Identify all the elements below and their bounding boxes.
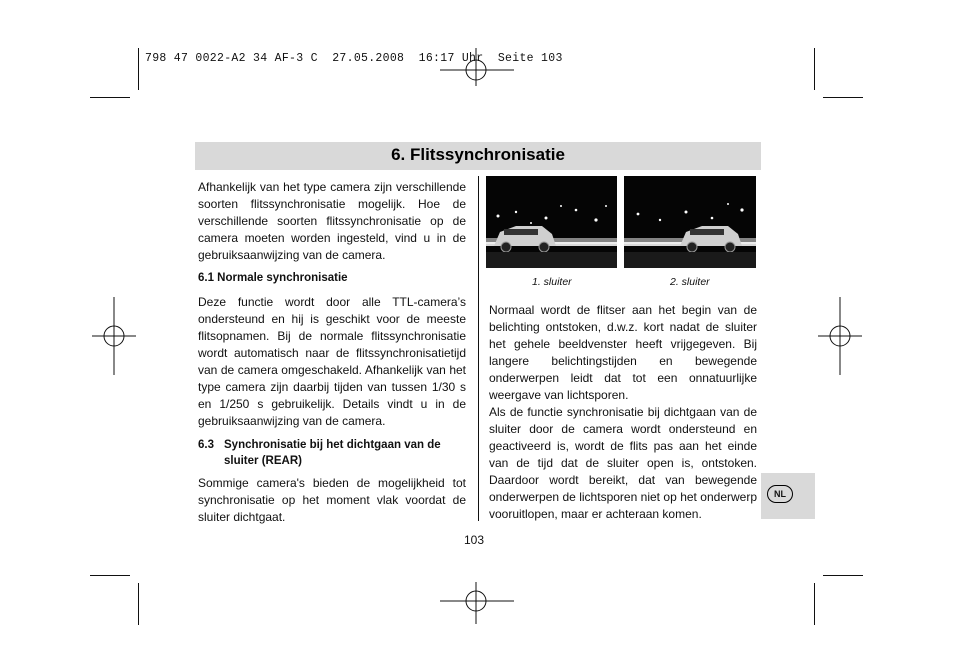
page-number: 103 [464, 533, 485, 547]
caption-first-curtain: 1. sluiter [532, 276, 572, 288]
subheading-line-1: Synchronisatie bij het dichtgaan van de [224, 439, 441, 451]
subheading-rear-sync [198, 437, 466, 469]
photo-second-curtain [624, 176, 756, 268]
left-column [198, 179, 466, 526]
subheading-normal-sync: 6.1 Normale synchronisatie [198, 272, 348, 284]
rear-flash-paragraph: Als de functie synchronisatie bij dichtgaan van de sluiter door de camera wordt ondersteund en geactiveerd is, wordt de flits pas aan het einde van de tijd dat de sluiter open is, ontstoken. Daardoor wordt bereikt, dat van bewegende onderwerpen de lichtsporen niet op het onderwerp vooruitlopen, maar er achteraan komen. [489, 405, 757, 521]
print-header: 798 47 0022-A2 34 AF-3 C 27.05.2008 16:17 Uhr Seite 103 [145, 52, 563, 65]
subheading-number: 6.3 [198, 439, 214, 451]
subheading-line-2: sluiter (REAR) [224, 455, 302, 467]
language-tab [761, 473, 815, 519]
normal-flash-paragraph: Normaal wordt de flitser aan het begin van de belichting ontstoken, d.w.z. kort nadat de sluiter het gehele beeldvenster heeft vrijgegeven. Bij langere belichtingstijden en bewegende onderwerpen leidt dat tot een onnatuurlijke weergave van lichtsporen. [489, 303, 757, 402]
normal-sync-paragraph: Deze functie wordt door alle TTL-camera’s ondersteund en hij is geschikt voor de meeste flitsopnamen. Bij de normale flitssynchronisatie wordt automatisch naar de flitssynchronisatietijd van de camera omgeschakeld. Afhankelijk van het type camera zijn daarbij tijden van tussen 1/30 s en 1/250 s gebruikelijk. Details vindt u in de gebruiksaanwijzing van de camera. [198, 295, 466, 428]
right-column [489, 302, 757, 523]
caption-second-curtain: 2. sluiter [670, 276, 710, 288]
language-badge: NL [767, 485, 793, 503]
column-divider [478, 176, 479, 521]
rear-sync-paragraph: Sommige camera's bieden de mogelijkheid tot synchronisatie op het moment vlak voordat de sluiter dichtgaat. [198, 476, 466, 524]
intro-paragraph: Afhankelijk van het type camera zijn verschillende soorten flitssynchronisatie mogelijk. Hoe de verschillende soorten flitssynchronisatie op de camera moeten worden ingesteld, vind u in de gebruiksaanwijzing van de camera. [198, 180, 466, 262]
section-title: 6. Flitssynchronisatie [391, 145, 565, 164]
section-title-bar [195, 142, 761, 170]
photo-first-curtain [486, 176, 617, 268]
